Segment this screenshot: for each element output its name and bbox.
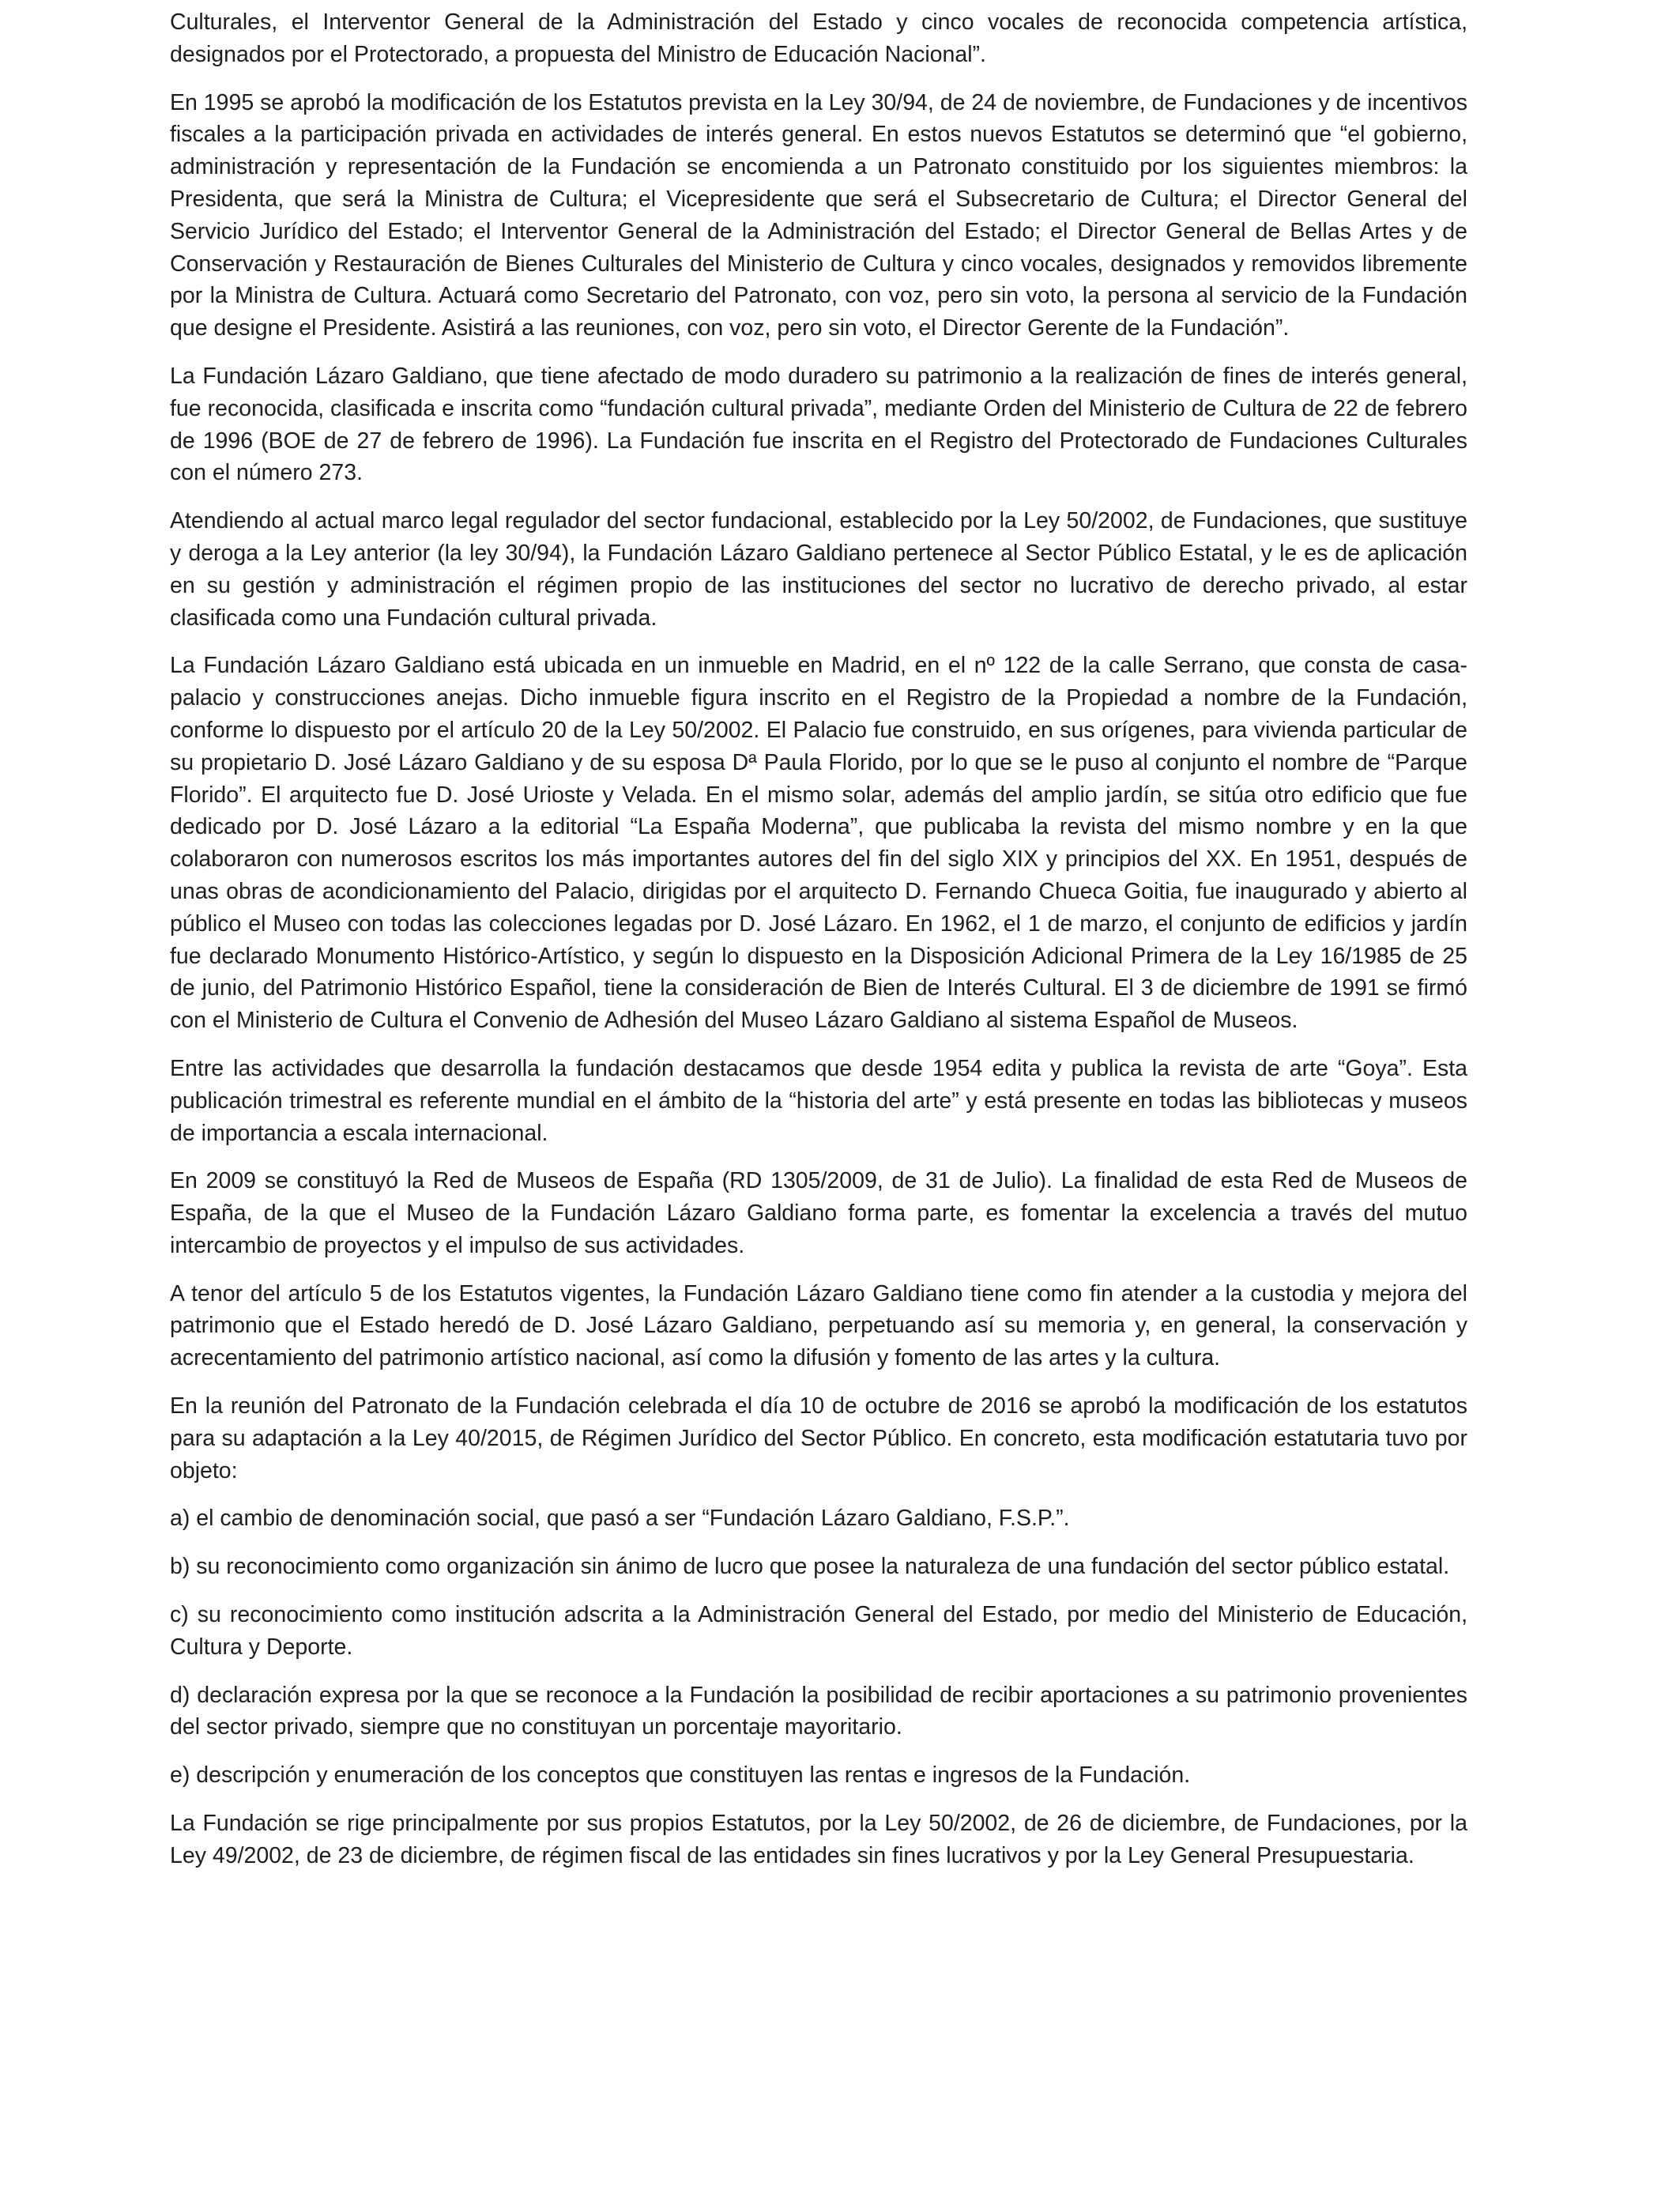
list-item-b: b) su reconocimiento como organización sin ánimo de lucro que posee la naturaleza de una fundación del sector público estatal. xyxy=(170,1554,1450,1580)
paragraph-fines-fundacion: A tenor del artículo 5 de los Estatutos vigentes, la Fundación Lázaro Galdiano tiene como fin atender a la custodia y mejora del patrimonio que el Estado heredó de D. José Lázaro Galdiano, perpetuando así su memoria y, en general, la conservación y acrecentamiento del patrimonio artístico nacional, así como la difusión y fomento de las artes y la cultura. xyxy=(170,1280,1467,1371)
list-item-c: c) su reconocimiento como institución adscrita a la Administración General del Estado, por medio del Ministerio de Educación, Cultura y Deporte. xyxy=(170,1602,1467,1660)
paragraph-estatutos-1995: En 1995 se aprobó la modificación de los Estatutos prevista en la Ley 30/94, de 24 de noviembre, de Fundaciones y de incentivos fiscales a la participación privada en actividades de interés general. En estos nuevos Estatutos se determinó que “el gobierno, administración y representación de la Fundación se encomienda a un Patronato constituido por los siguientes miembros: la Presidenta, que será la Ministra de Cultura; el Vicepresidente que será el Subsecretario de Cultura; el Director General del Servicio Jurídico del Estado; el Interventor General de la Administración del Estado; el Director General de Bellas Artes y de Conservación y Restauración de Bienes Culturales del Ministerio de Cultura y cinco vocales, designados y removidos libremente por la Ministra de Cultura. Actuará como Secretario del Patronato, con voz, pero sin voto, la persona al servicio de la Fundación que designe el Presidente. Asistirá a las reuniones, con voz, pero sin voto, el Director Gerente de la Fundación”. xyxy=(170,89,1467,341)
paragraph-protectorado-continuation: Culturales, el Interventor General de la Administración del Estado y cinco vocales de reconocida competencia artística, designados por el Protectorado, a propuesta del Ministro de Educación Nacional”. xyxy=(170,9,1467,67)
document-page xyxy=(170,6,1467,1888)
paragraph-ubicacion-inmueble: La Fundación Lázaro Galdiano está ubicada en un inmueble en Madrid, en el nº 122 de la calle Serrano, que consta de casa-palacio y construcciones anejas. Dicho inmueble figura inscrito en el Registro de la Propiedad a nombre de la Fundación, conforme lo dispuesto por el artículo 20 de la Ley 50/2002. El Palacio fue construido, en sus orígenes, para vivienda particular de su propietario D. José Lázaro Galdiano y de su esposa Dª Paula Florido, por lo que se le puso al conjunto el nombre de “Parque Florido”. El arquitecto fue D. José Urioste y Velada. En el mismo solar, además del amplio jardín, se sitúa otro edificio que fue dedicado por D. José Lázaro a la editorial “La España Moderna”, que publicaba la revista del mismo nombre y en la que colaboraron con numerosos escritos los más importantes autores del fin del siglo XIX y principios del XX. En 1951, después de unas obras de acondicionamiento del Palacio, dirigidas por el arquitecto D. Fernando Chueca Goitia, fue inaugurado y abierto al público el Museo con todas las colecciones legadas por D. José Lázaro. En 1962, el 1 de marzo, el conjunto de edificios y jardín fue declarado Monumento Histórico-Artístico, y según lo dispuesto en la Disposición Adicional Primera de la Ley 16/1985 de 25 de junio, del Patrimonio Histórico Español, tiene la consideración de Bien de Interés Cultural. El 3 de diciembre de 1991 se firmó con el Ministerio de Cultura el Convenio de Adhesión del Museo Lázaro Galdiano al sistema Español de Museos. xyxy=(170,653,1467,1034)
paragraph-normativa: La Fundación se rige principalmente por sus propios Estatutos, por la Ley 50/2002, de 26 de diciembre, de Fundaciones, por la Ley 49/2002, de 23 de diciembre, de régimen fiscal de las entidades sin fines lucrativos y por la Ley General Presupuestaria. xyxy=(170,1811,1467,1868)
paragraph-clasificacion-1996: La Fundación Lázaro Galdiano, que tiene afectado de modo duradero su patrimonio a la realización de fines de interés general, fue reconocida, clasificada e inscrita como “fundación cultural privada”, mediante Orden del Ministerio de Cultura de 22 de febrero de 1996 (BOE de 27 de febrero de 1996). La Fundación fue inscrita en el Registro del Protectorado de Fundaciones Culturales con el número 273. xyxy=(170,363,1467,486)
paragraph-revista-goya: Entre las actividades que desarrolla la fundación destacamos que desde 1954 edita y publica la revista de arte “Goya”. Esta publicación trimestral es referente mundial en el ámbito de la “historia del arte” y está presente en todas las bibliotecas y museos de importancia a escala internacional. xyxy=(170,1055,1467,1146)
paragraph-marco-legal: Atendiendo al actual marco legal regulador del sector fundacional, establecido por la Ley 50/2002, de Fundaciones, que sustituye y deroga a la Ley anterior (la ley 30/94), la Fundación Lázaro Galdiano pertenece al Sector Público Estatal, y le es de aplicación en su gestión y administración el régimen propio de las instituciones del sector no lucrativo de derecho privado, al estar clasificada como una Fundación cultural privada. xyxy=(170,508,1467,631)
list-item-d: d) declaración expresa por la que se reconoce a la Fundación la posibilidad de recibir aportaciones a su patrimonio provenientes del sector privado, siempre que no constituyan un porcentaje mayoritario. xyxy=(170,1682,1467,1740)
paragraph-red-museos: En 2009 se constituyó la Red de Museos de España (RD 1305/2009, de 31 de Julio). La finalidad de esta Red de Museos de España, de la que el Museo de la Fundación Lázaro Galdiano forma parte, es fomentar la excelencia a través del mutuo intercambio de proyectos y el impulso de sus actividades. xyxy=(170,1168,1467,1258)
list-item-a: a) el cambio de denominación social, que pasó a ser “Fundación Lázaro Galdiano, F.S.P.”. xyxy=(170,1506,1070,1532)
list-item-e: e) descripción y enumeración de los conceptos que constituyen las rentas e ingresos de la Fundación. xyxy=(170,1762,1191,1789)
paragraph-modificacion-2016: En la reunión del Patronato de la Fundación celebrada el día 10 de octubre de 2016 se aprobó la modificación de los estatutos para su adaptación a la Ley 40/2015, de Régimen Jurídico del Sector Público. En concreto, esta modificación estatutaria tuvo por objeto: xyxy=(170,1393,1467,1483)
